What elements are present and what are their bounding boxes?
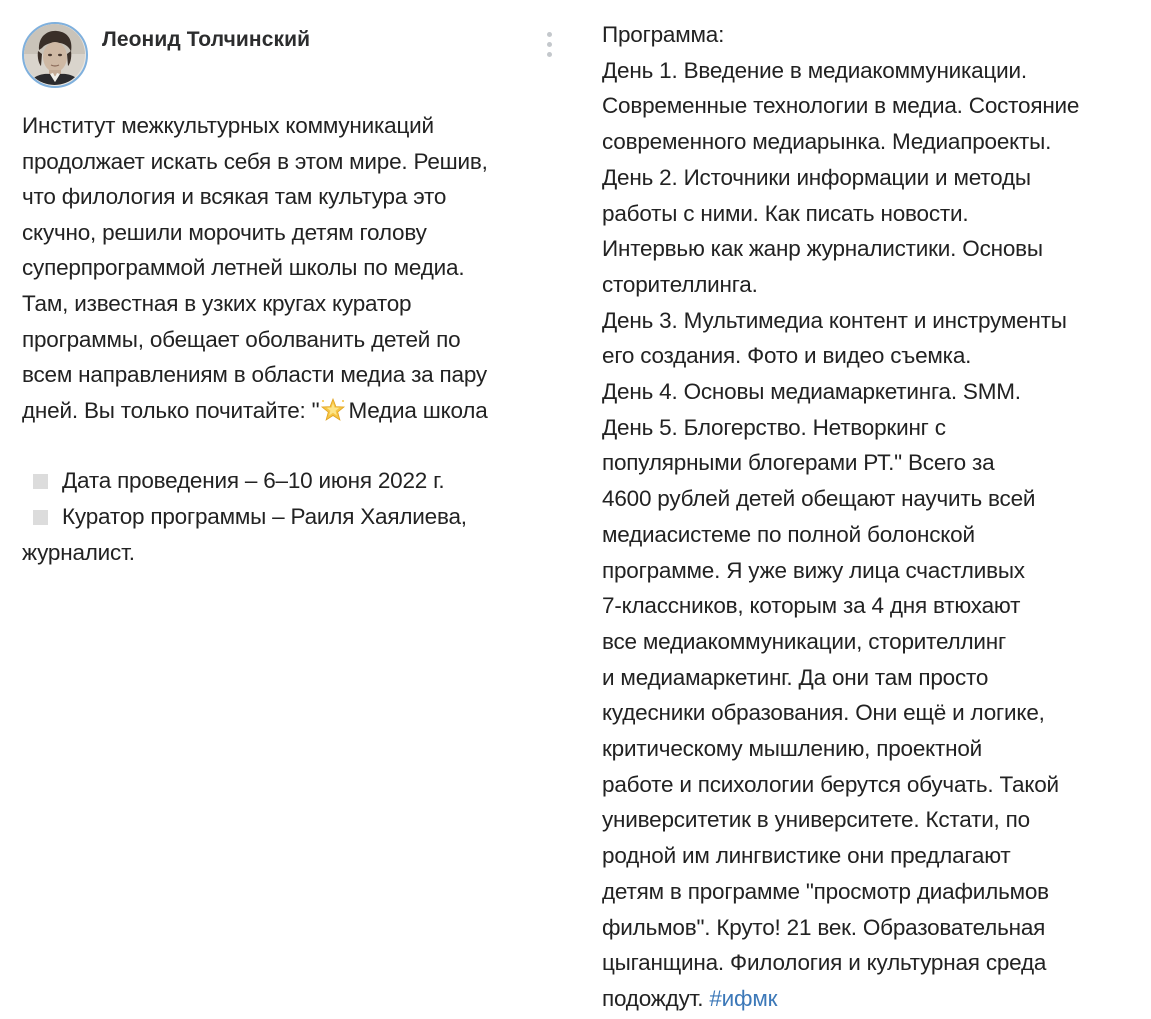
text-line: медиасистеме по полной болонской xyxy=(602,521,975,547)
paragraph-gap xyxy=(22,428,567,463)
text-line: работы с ними. Как писать новости. xyxy=(602,200,969,226)
avatar-photo xyxy=(24,24,85,85)
white-square-icon xyxy=(33,510,48,525)
text-line: детям в программе "просмотр диафильмов xyxy=(602,878,1049,904)
more-vertical-icon[interactable] xyxy=(540,28,560,62)
text-line: современного медиарынка. Медиапроекты. xyxy=(602,129,1052,155)
text-line: программы, обещает оболванить детей по xyxy=(22,326,461,352)
hashtag-link[interactable]: #ифмк xyxy=(709,985,778,1011)
post-header xyxy=(22,20,572,90)
post-text-intro xyxy=(22,108,567,570)
text-line xyxy=(602,981,1147,1017)
text-line: кудесники образования. Они ещё и логике, xyxy=(602,700,1045,726)
text-line: университетик в университете. Кстати, по xyxy=(602,807,1030,833)
post-text-program xyxy=(602,17,1147,1017)
text-line: популярными блогерами РТ." Всего за xyxy=(602,450,995,476)
text-line: что филология и всякая там культура это xyxy=(22,184,447,210)
text-line: критическому мышлению, проектной xyxy=(602,736,983,762)
text-line: журналист. xyxy=(22,539,135,565)
text-line: День 3. Мультимедиа контент и инструменты xyxy=(602,307,1067,333)
text-line: всем направлениям в области медиа за пару xyxy=(22,362,487,388)
white-square-icon xyxy=(33,474,48,489)
more-dot xyxy=(547,42,552,47)
text-fragment: подождут. xyxy=(602,985,704,1011)
avatar[interactable] xyxy=(22,22,88,88)
text-line: суперпрограммой летней школы по медиа. xyxy=(22,255,465,281)
text-line: его создания. Фото и видео съемка. xyxy=(602,343,972,369)
text-line: День 2. Источники информации и методы xyxy=(602,164,1031,190)
event-curator: Куратор программы – Раиля Хаялиева, xyxy=(62,503,467,529)
bullet-line xyxy=(22,463,567,499)
text-line: Интервью как жанр журналистики. Основы xyxy=(602,236,1043,262)
glowing-star-icon xyxy=(320,397,346,423)
text-line: День 1. Введение в медиакоммуникации. xyxy=(602,57,1027,83)
text-line: фильмов". Круто! 21 век. Образовательная xyxy=(602,914,1046,940)
text-line: Институт межкультурных коммуникаций xyxy=(22,113,434,138)
text-line: День 5. Блогерство. Нетворкинг с xyxy=(602,414,946,440)
text-line: 7-классников, которым за 4 дня втюхают xyxy=(602,593,1021,619)
text-fragment: Медиа школа xyxy=(348,397,488,423)
more-dot xyxy=(547,32,552,37)
text-line: работе и психологии берутся обучать. Такой xyxy=(602,771,1059,797)
text-line: и медиамаркетинг. Да они там просто xyxy=(602,664,989,690)
text-line: все медиакоммуникации, сторителлинг xyxy=(602,628,1007,654)
event-date: Дата проведения – 6–10 июня 2022 г. xyxy=(62,468,445,494)
text-line: программе. Я уже вижу лица счастливых xyxy=(602,557,1025,583)
text-line xyxy=(22,393,567,429)
text-line: скучно, решили морочить детям голову xyxy=(22,219,427,245)
text-line: День 4. Основы медиамаркетинга. SMM. xyxy=(602,379,1021,405)
text-line: цыганщина. Филология и культурная среда xyxy=(602,950,1047,976)
text-line: родной им лингвистике они предлагают xyxy=(602,843,1011,869)
text-line: продолжает искать себя в этом мире. Решив, xyxy=(22,148,488,174)
text-fragment: дней. Вы только почитайте: " xyxy=(22,397,320,423)
text-line: Современные технологии в медиа. Состояние xyxy=(602,93,1080,119)
text-line: 4600 рублей детей обещают научить всей xyxy=(602,486,1036,512)
author-name[interactable]: Леонид Толчинский xyxy=(102,28,311,51)
bullet-line xyxy=(22,499,567,535)
program-title: Программа: xyxy=(602,22,725,47)
text-line: сторителлинга. xyxy=(602,271,758,297)
more-dot xyxy=(547,52,552,57)
text-line: Там, известная в узких кругах куратор xyxy=(22,290,412,316)
